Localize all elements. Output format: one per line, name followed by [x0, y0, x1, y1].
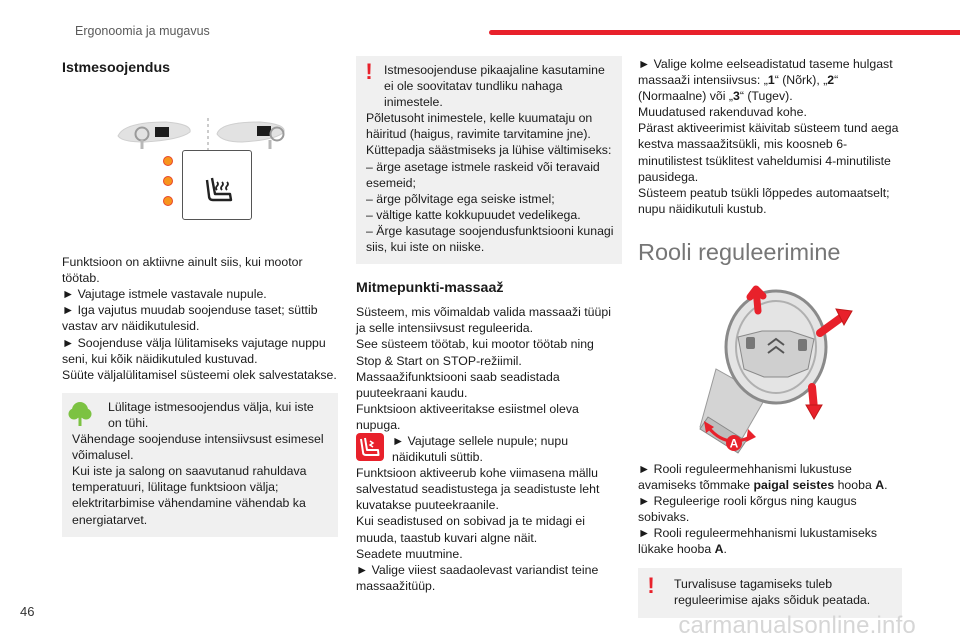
text-span: “ (Nõrk), „ — [774, 73, 828, 88]
paragraph: Seadete muutmine. — [356, 546, 463, 561]
eco-tip-line: Vähendage soojenduse intensiivsust esimesel võimalusel. — [72, 432, 324, 463]
paragraph: ► Valige viiest saadaolevast variandist teine massaažitüüp. — [356, 562, 599, 593]
column-2 — [356, 56, 622, 594]
level-3: 3 — [732, 89, 740, 104]
paragraph: Süüte väljalülitamisel süsteemi olek salvestatakse. — [62, 367, 337, 382]
seat-right-icon — [217, 122, 284, 149]
steering-step-3 — [638, 525, 902, 557]
paragraph: Muudatused rakenduvad kohe. — [638, 105, 807, 120]
text-span: . — [723, 542, 727, 557]
lever-ref: A — [875, 478, 885, 493]
paragraph: Kui seadistused on sobivad ja te midagi ei muuda, taastub kuvari algne näit. — [356, 514, 585, 545]
eco-tree-icon — [68, 401, 92, 427]
paragraph: ► Soojenduse välja lülitamiseks vajutage nuppu seni, kui kõik näidikutuled kustuvad. — [62, 335, 326, 366]
page-number: 46 — [20, 604, 35, 619]
text-bold: paigal seistes — [753, 478, 835, 493]
paragraph: See süsteem töötab, kui mootor töötab ning Stop & Start on STOP-režiimil. — [356, 337, 594, 368]
paragraph: ► Iga vajutus muudab soojenduse taset; süttib vastav arv näidikutulesid. — [62, 303, 318, 334]
steering-wheel-illustration — [638, 277, 902, 457]
warning-icon: ! — [365, 59, 373, 84]
paragraph: Funktsioon aktiveeritakse esiistmel oleva nupuga. — [356, 401, 579, 432]
warning-text: Turvalisuse tagamiseks tuleb reguleerimise ajaks sõiduk peatada. — [674, 576, 871, 607]
warning-line: Küttepadja säästmiseks ja lühise vältimiseks: — [366, 143, 612, 158]
text-span: ► Rooli reguleermehhanismi lukustuse avamiseks tõmmake — [638, 461, 852, 493]
text-span: hooba — [834, 478, 876, 493]
seat-left-icon — [118, 122, 190, 149]
warning-icon: ! — [647, 572, 655, 598]
heading-massage: Mitmepunkti-massaaž — [356, 280, 504, 297]
paragraph: Süsteem, mis võimaldab valida massaaži tüüpi ja selle intensiivsust reguleerida. — [356, 305, 611, 336]
text-span: “ (Tugev). — [739, 89, 793, 104]
warning-box-steering — [638, 568, 902, 618]
text-span: “ (Normaalne) või „ — [638, 73, 839, 104]
header-section-title: Ergonoomia ja mugavus — [75, 24, 210, 38]
massage-step-text: ► Vajutage sellele nupule; nupu näidikutuli süttib. — [392, 433, 569, 465]
watermark: carmanualsonline.info — [678, 612, 916, 639]
massage-step — [356, 433, 622, 465]
heading-steering-adjust: Rooli reguleerimine — [638, 238, 841, 265]
warning-line: Põletusoht inimestele, kelle kuumataju on häiritud (haigus, ravimite tarvitamine jne). — [366, 111, 593, 142]
heading-seat-heating: Istmesoojendus — [62, 60, 171, 76]
warning-first: Istmesoojenduse pikaajaline kasutamine ei ole soovitatav tundliku nahaga inimestele. — [384, 63, 605, 110]
arrow-down-icon — [806, 405, 822, 419]
level-1: 1 — [767, 73, 775, 88]
text-span: ► Valige kolme eelseadistatud taseme hulgast massaaži intensiivsus: „ — [638, 57, 893, 88]
warning-line: – ärge asetage istmele raskeid või teravaid esemeid; — [366, 159, 600, 190]
header-accent-bar — [489, 30, 960, 35]
massage-seat-icon — [356, 433, 384, 461]
lever-label-a: A — [729, 436, 739, 451]
paragraph: Massaažifunktsiooni saab seadistada puuteekraani kaudu. — [356, 369, 560, 400]
steering-figure — [638, 277, 902, 457]
eco-tip-box — [62, 393, 338, 537]
paragraph: ► Vajutage istmele vastavale nupule. — [62, 287, 267, 302]
seat-heating-figure — [62, 96, 338, 222]
warning-line: – Ärge kasutage soojendusfunktsiooni kunagi siis, kui iste on niiske. — [366, 223, 614, 255]
eco-tip-line: Kui iste ja salong on saavutanud rahuldava temperatuuri, lülitage funktsioon välja; elektritarbimise vähendamine vähendab ka energiatarvet. — [72, 464, 307, 527]
paragraph: Pärast aktiveerimist käivitab süsteem tund aega kestva massaažitsükli, mis koosneb 6-minutilistest tsüklitest vaheldumisi 4-minutiliste pausidega. — [638, 121, 899, 184]
seat-heating-icon — [204, 172, 238, 206]
eco-tip-first: Lülitage istmesoojendus välja, kui iste on tühi. — [108, 399, 314, 430]
steering-step-1 — [638, 461, 902, 493]
lever-ref: A — [714, 542, 724, 557]
paragraph: Funktsioon aktiveerub kohe viimasena mällu salvestatud seadistustega ja seadistuste leht kuvatakse puuteekraanile. — [356, 466, 600, 513]
warning-line: – vältige katte kokkupuudet vedelikega. — [366, 207, 581, 222]
column-3 — [638, 56, 902, 618]
steering-step-2: ► Reguleerige rooli kõrgus ning kaugus sobivaks. — [638, 494, 857, 525]
paragraph: Süsteem peatub tsükli lõppedes automaatselt; nupu näidikutuli kustub. — [638, 185, 890, 216]
warning-box-heating — [356, 56, 622, 264]
massage-intensity-step — [638, 56, 902, 104]
text-span: . — [884, 478, 888, 493]
column-1 — [62, 60, 338, 537]
text-span: ► Rooli reguleermehhanismi lukustamiseks lükake hooba — [638, 526, 878, 557]
paragraph: Funktsioon on aktiivne ainult siis, kui mootor töötab. — [62, 255, 303, 286]
level-2: 2 — [827, 73, 835, 88]
warning-line: – ärge põlvitage ega seiske istmel; — [366, 191, 555, 206]
